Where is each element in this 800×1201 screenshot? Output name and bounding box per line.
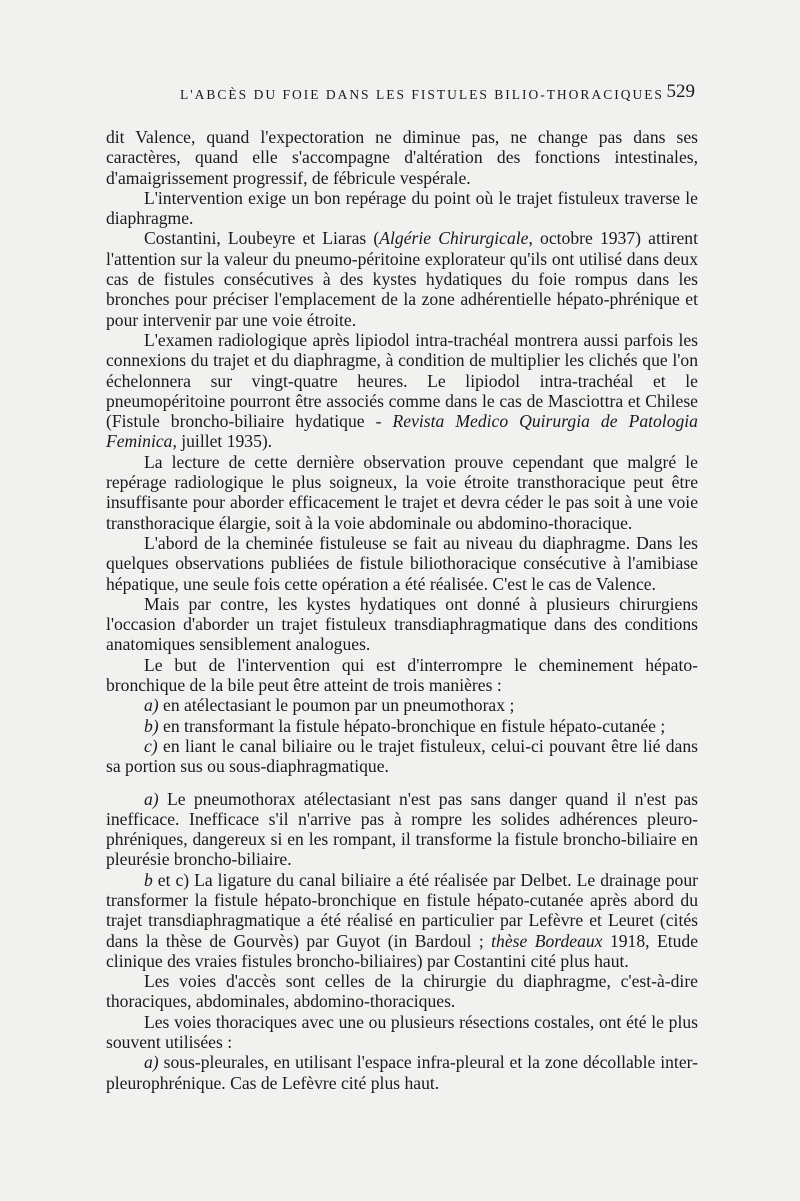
text-run: Les voies d'accès sont celles de la chirurgie du diaphragme, c'est-à-dire thoraciques, abdominales, abdomino-thoraciques. <box>106 971 698 1012</box>
text-run: en transformant la fistule hépato-bronchique en fistule hépato-cutanée ; <box>158 715 666 736</box>
text-run: L'examen radiologique après lipiodol intra-trachéal montrera aussi parfois les connexions du trajet et du diaphragme, à condition de multiplier les clichés que l'on échelonnera sur vingt-quatre heures. Le lipiodol intra-trachéal et le pneumopéritoine pourront être associés comme dans le cas de Masciottra et Chilese (Fistule broncho-biliaire hydatique - <box>106 329 698 432</box>
paragraph <box>106 533 698 594</box>
text-run: , juillet 1935). <box>172 431 273 452</box>
text-run: Les voies thoraciques avec une ou plusieurs résections costales, ont été le plus souvent utilisées : <box>106 1011 698 1053</box>
text-run: La lecture de cette dernière observation prouve cependant que malgré le repérage radiologique le plus soigneux, la voie étroite transthoracique peut être insuffisante pour aborder efficacement le trajet et devra céder le pas soit à une voie transthoracique élargie, soit à la voie abdominale ou abdomino-thoracique. <box>106 451 698 533</box>
text-run: dit Valence, quand l'expectoration ne diminue pas, ne change pas dans ses caractères, quand elle s'accompagne d'altération des fonctions intestinales, d'amaigrissement progressif, de fébricule vespérale. <box>106 127 698 188</box>
paragraph <box>106 695 698 715</box>
paragraph <box>106 870 698 971</box>
paragraph <box>106 452 698 533</box>
paragraph <box>106 1052 698 1093</box>
italic-text: c) <box>144 735 158 756</box>
paragraph <box>106 789 698 870</box>
italic-text: a) <box>144 695 159 716</box>
italic-text: Revista Medico Quirurgia de Patologia Feminica <box>106 411 698 452</box>
text-run: 1918, Etude clinique des vraies fistules broncho-biliaires) par Costantini cité plus haut. <box>106 930 699 971</box>
page-number: 529 <box>666 81 695 102</box>
text-run: Mais par contre, les kystes hydatiques ont donné à plusieurs chirurgiens l'occasion d'aborder un trajet fistuleux transdiaphragmatique dans des conditions anatomiques sensiblement analogues. <box>106 593 698 655</box>
paragraph <box>106 655 698 696</box>
text-run: Costantini, Loubeyre et Liaras ( <box>144 228 380 249</box>
paragraph <box>106 971 698 1012</box>
paragraph <box>106 330 698 452</box>
italic-text: thèse Bordeaux <box>491 930 603 951</box>
text-run: en liant le canal biliaire ou le trajet fistuleux, celui-ci pouvant être lié dans sa portion sus ou sous-diaphragmatique. <box>106 735 698 777</box>
text-run: en atélectasiant le poumon par un pneumothorax ; <box>158 695 515 716</box>
italic-text: Algérie Chirurgicale <box>379 228 529 249</box>
running-title: L'ABCÈS DU FOIE DANS LES FISTULES BILIO-THORACIQUES <box>180 87 664 102</box>
paragraph <box>106 228 698 329</box>
italic-text: a) <box>144 1052 159 1073</box>
page-header <box>180 81 695 105</box>
text-run: , octobre 1937) attirent l'attention sur la valeur du pneumo-péritoine explorateur qu'ils ont utilisé dans deux cas de fistules consécutives à des kystes hydatiques du foie rompus dans les bronches pour préciser l'emplacement de la zone adhérentielle hépato-phrénique et pour intervenir par une voie étroite. <box>106 228 698 330</box>
text-run: L'intervention exige un bon repérage du point où le trajet fistuleux traverse le diaphragme. <box>106 187 698 229</box>
paragraph <box>106 594 698 655</box>
italic-text: b <box>144 869 153 890</box>
paragraph <box>106 736 698 777</box>
paragraph <box>106 1012 698 1053</box>
text-run: et c) La ligature du canal biliaire a été réalisée par Delbet. Le drainage pour transformer la fistule hépato-bronchique en fistule hépato-cutanée après abord du trajet transdiaphragmatique a été réalisé en particulier par Lefèvre et Leuret (cités dans la thèse de Gourvès) par Guyot (in Bardoul ; <box>106 869 698 951</box>
paragraph <box>106 716 698 736</box>
text-run: Le but de l'intervention qui est d'interrompre le cheminement hépato-bronchique de la bile peut être atteint de trois manières : <box>106 654 698 696</box>
text-run: sous-pleurales, en utilisant l'espace infra-pleural et la zone décollable inter-pleurophrénique. Cas de Lefèvre cité plus haut. <box>106 1052 698 1093</box>
text-run: L'abord de la cheminée fistuleuse se fait au niveau du diaphragme. Dans les quelques observations publiées de fistule biliothoracique consécutive à l'amibiase hépatique, une seule fois cette opération a été réalisée. C'est le cas de Valence. <box>106 532 698 594</box>
italic-text: a) <box>144 788 159 809</box>
body-text <box>106 127 698 1093</box>
text-run: Le pneumothorax atélectasiant n'est pas sans danger quand il n'est pas inefficace. Inefficace s'il n'arrive pas à rompre les solides adhérences pleuro-phréniques, dangereux si en les rompant, il transforme la fistule broncho-biliaire en pleurésie broncho-biliaire. <box>106 788 698 870</box>
italic-text: b) <box>144 715 159 736</box>
paragraph <box>106 127 698 188</box>
paragraph <box>106 188 698 229</box>
